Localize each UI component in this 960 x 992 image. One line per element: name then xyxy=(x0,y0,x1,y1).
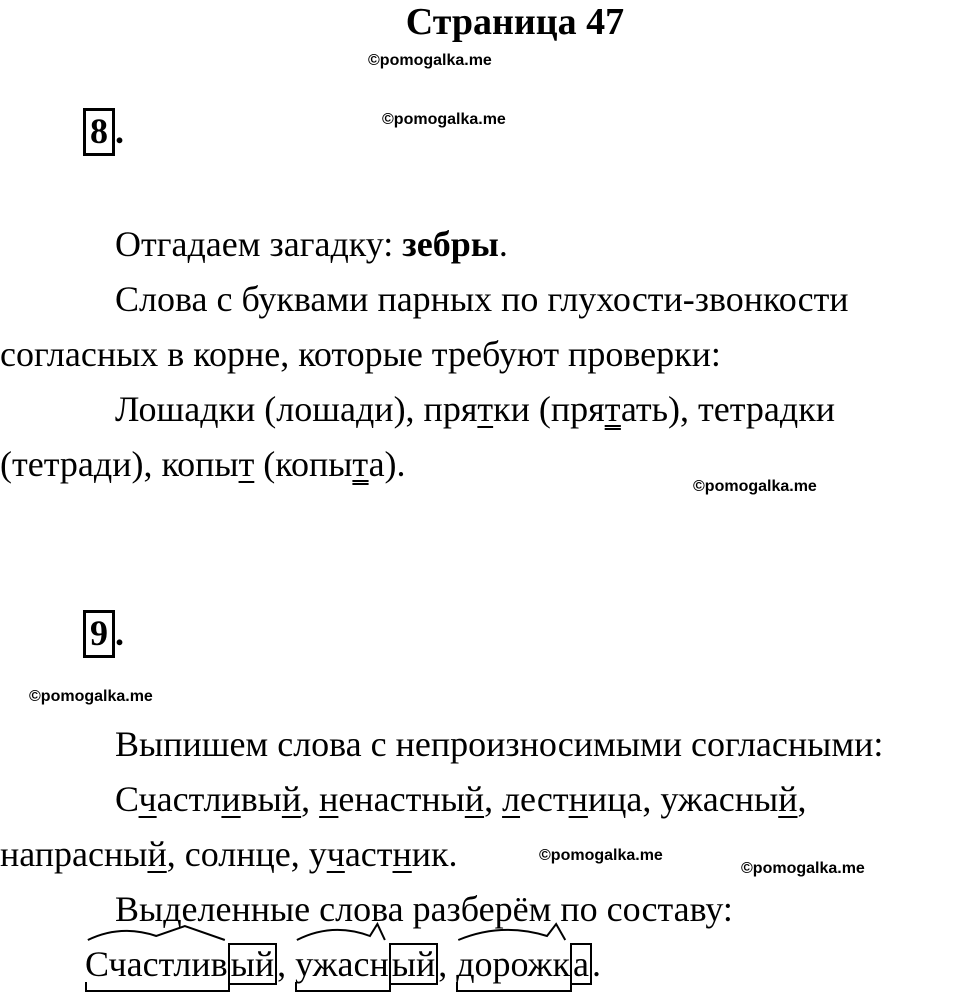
check-letter-double-underline: д xyxy=(355,389,375,429)
letter-underline: й xyxy=(778,779,798,819)
watermark: ©pomogalka.me xyxy=(539,847,663,864)
letter-underline: л xyxy=(502,779,521,819)
letter-underline: т xyxy=(238,444,255,484)
task8-intro-line1: Слова с буквами парных по глухости-звонкости xyxy=(115,279,849,319)
task8-examples-line2 xyxy=(0,442,406,486)
task-8-number xyxy=(83,110,124,152)
check-letter-double-underline: т xyxy=(604,389,621,429)
letter-underline: ч xyxy=(138,779,157,819)
letter-underline: т xyxy=(477,389,494,429)
text-segment: енастны xyxy=(338,779,465,819)
task9-words-line1 xyxy=(115,777,806,821)
text-segment: ица, ужасны xyxy=(587,779,779,819)
parsed-word xyxy=(295,942,438,986)
riddle-answer: зебры xyxy=(402,224,499,264)
text-segment: астл xyxy=(156,779,222,819)
text-segment: , xyxy=(484,779,503,819)
task-9-number xyxy=(83,612,124,654)
task9-parse-intro: Выделенные слова разберём по составу: xyxy=(115,889,733,929)
text-segment: (тетра xyxy=(0,444,94,484)
text-segment: , xyxy=(797,779,807,819)
text-segment: ки (лоша xyxy=(218,389,356,429)
page-title: Страница 47 xyxy=(405,1,625,43)
letter-underline: д xyxy=(200,389,219,429)
root-arc-icon xyxy=(295,922,389,942)
stem-text: Счастлив xyxy=(85,944,228,984)
riddle-end: . xyxy=(498,224,508,264)
text-segment: вы xyxy=(240,779,282,819)
text-segment: , xyxy=(301,779,320,819)
text-segment: ик. xyxy=(411,834,458,874)
task-number-dot: . xyxy=(115,613,124,653)
text-segment: Лоша xyxy=(115,389,201,429)
text-segment: , солнце, у xyxy=(166,834,327,874)
check-letter-double-underline: д xyxy=(93,444,113,484)
separator: . xyxy=(591,944,601,984)
text-segment: и), копы xyxy=(112,444,239,484)
check-letter-double-underline: т xyxy=(352,444,369,484)
text-segment: ест xyxy=(520,779,569,819)
text-segment: напрасны xyxy=(0,834,148,874)
task8-intro-line2: согласных в корне, которые требуют проверки: xyxy=(0,334,721,374)
letter-underline: д xyxy=(779,389,799,429)
stem-bracket xyxy=(85,982,230,992)
letter-underline: н xyxy=(392,834,412,874)
parsed-word xyxy=(456,942,592,986)
letter-underline: и xyxy=(221,779,241,819)
text-segment: ки xyxy=(798,389,835,429)
stem-text: дорожк xyxy=(456,944,570,984)
watermark: ©pomogalka.me xyxy=(29,688,153,705)
watermark: ©pomogalka.me xyxy=(368,52,492,69)
text-segment: ки (пря xyxy=(493,389,605,429)
ending-box: ый xyxy=(389,943,438,985)
text-segment: ать), тетра xyxy=(620,389,780,429)
riddle-prefix: Отгадаем загадку: xyxy=(115,224,403,264)
watermark: ©pomogalka.me xyxy=(741,860,865,877)
stem-bracket xyxy=(456,982,572,992)
separator: , xyxy=(277,944,296,984)
letter-underline: н xyxy=(319,779,339,819)
word-stem xyxy=(295,942,389,986)
word-stem xyxy=(456,942,570,986)
text-segment: а). xyxy=(368,444,406,484)
stem-bracket xyxy=(295,982,391,992)
letter-underline: н xyxy=(568,779,588,819)
task-number-box: 8 xyxy=(83,108,115,156)
ending-box: а xyxy=(570,943,592,985)
ending-box: ый xyxy=(228,943,277,985)
separator: , xyxy=(438,944,457,984)
task9-words-line2 xyxy=(0,832,458,876)
root-arc-icon xyxy=(456,922,570,942)
root-arc-icon xyxy=(85,922,228,942)
letter-underline: ч xyxy=(326,834,345,874)
text-segment: аст xyxy=(344,834,393,874)
task9-intro: Выпишем слова с непроизносимыми согласными: xyxy=(115,724,884,764)
task-number-box: 9 xyxy=(83,610,115,658)
riddle-line xyxy=(115,222,508,266)
task8-examples-line1 xyxy=(115,387,835,431)
parsed-words xyxy=(85,942,601,986)
stem-text: ужасн xyxy=(295,944,389,984)
text-segment: С xyxy=(115,779,139,819)
watermark: ©pomogalka.me xyxy=(382,111,506,128)
task-number-dot: . xyxy=(115,111,124,151)
text-segment: (копы xyxy=(254,444,353,484)
letter-underline: й xyxy=(281,779,302,819)
text-segment: и), пря xyxy=(374,389,478,429)
word-stem xyxy=(85,942,228,986)
letter-underline: й xyxy=(464,779,485,819)
parsed-word xyxy=(85,942,277,986)
watermark: ©pomogalka.me xyxy=(693,478,817,495)
letter-underline: й xyxy=(147,834,167,874)
